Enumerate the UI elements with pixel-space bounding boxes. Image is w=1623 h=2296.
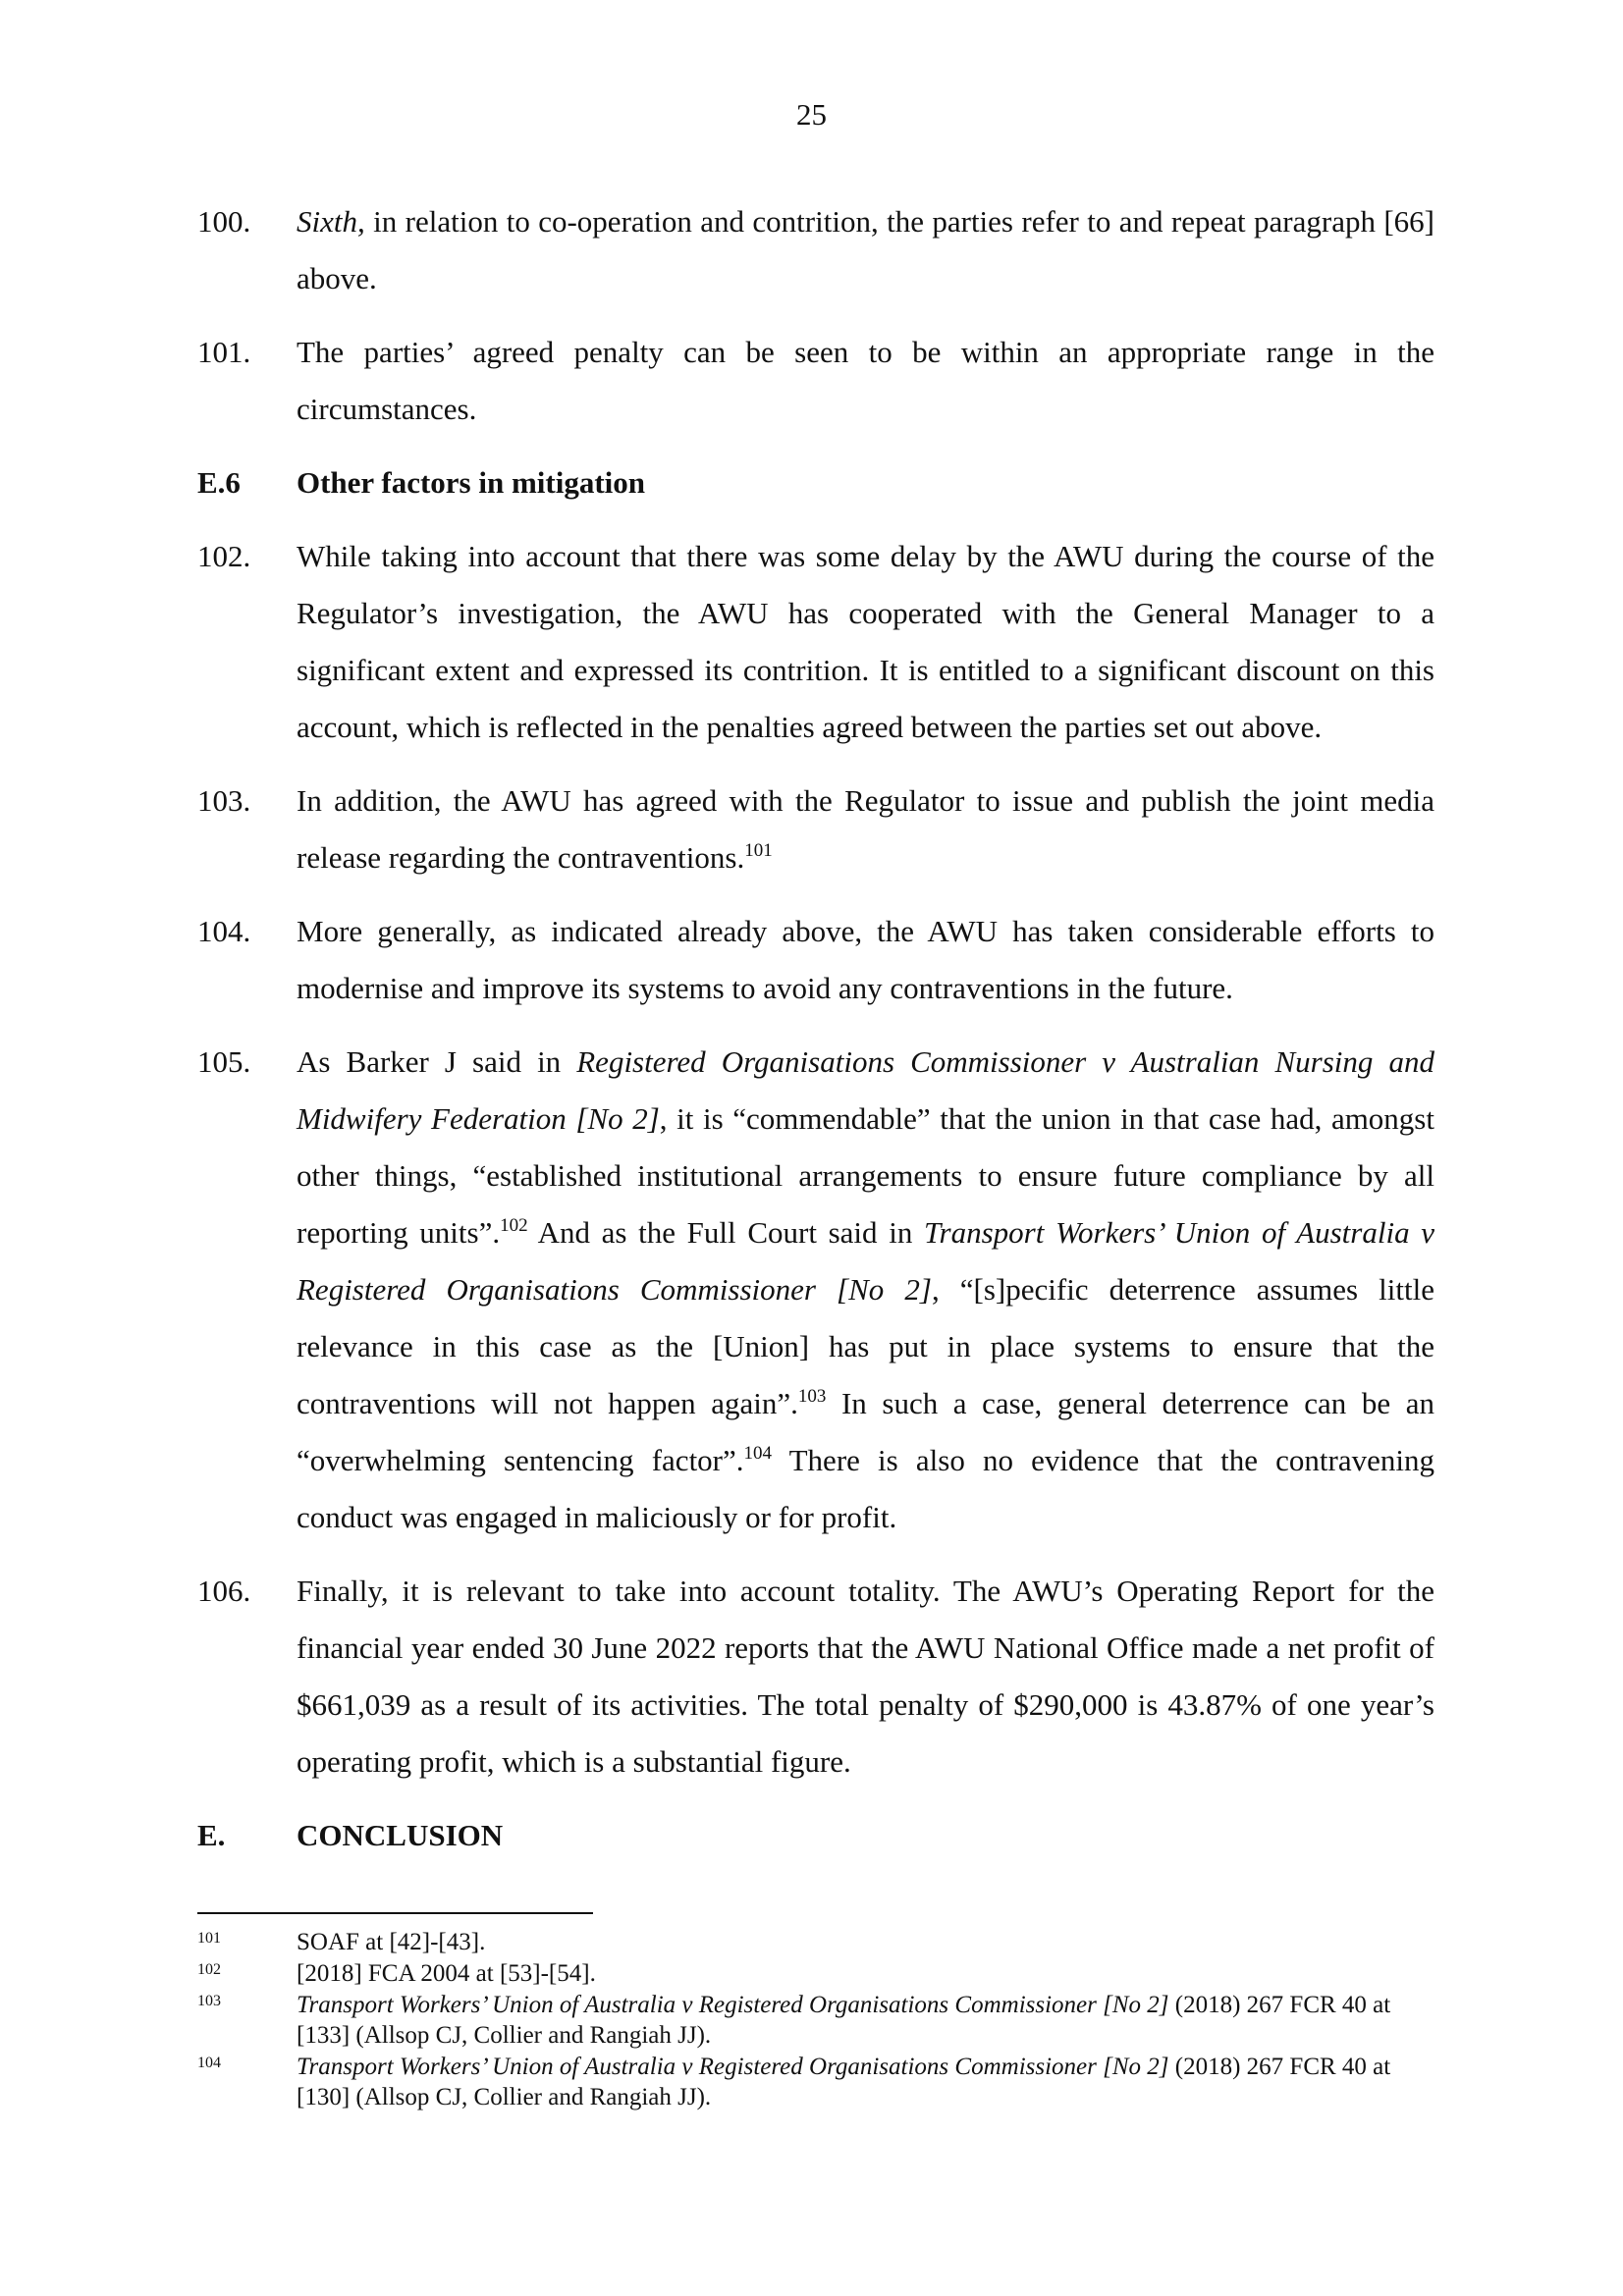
- section-heading-e: [197, 1807, 1434, 1864]
- section-number: E.: [197, 1818, 226, 1852]
- footnote-102: [197, 1958, 1434, 1989]
- paragraph-number: 102.: [197, 539, 251, 573]
- footnote-text: [297, 1990, 1434, 2051]
- paragraph-number: 106.: [197, 1574, 251, 1608]
- footnote-101: [197, 1927, 1434, 1957]
- paragraph-number: 101.: [197, 335, 251, 369]
- section-heading-e6: [197, 454, 1434, 511]
- footnote-reference-101[interactable]: 101: [744, 840, 773, 861]
- section-number: E.6: [197, 465, 241, 500]
- text-run: , “[s]pecific deterrence assumes little relevance in this case as the [Union] has put in place systems to ensure that the contraventions will not happen again”.: [297, 1272, 1434, 1420]
- case-name-italic: Transport Workers’ Union of Australia v Registered Organisations Commissioner [No 2]: [297, 1215, 1435, 1307]
- section-title: Other factors in mitigation: [297, 465, 646, 500]
- footnote-104: [197, 2052, 1434, 2112]
- paragraph-number: 100.: [197, 204, 251, 239]
- footnote-text: [2018] FCA 2004 at [53]-[54].: [297, 1960, 596, 1987]
- citation-text: (2018) 267 FCR 40 at [133] (Allsop CJ, Collier and Rangiah JJ).: [297, 1992, 1391, 2049]
- footnote-reference-103[interactable]: 103: [797, 1386, 827, 1407]
- footnote-number: 102: [197, 1961, 221, 1978]
- paragraph-body: In addition, the AWU has agreed with the Regulator to issue and publish the joint media release regarding the contraventions.: [297, 783, 1434, 875]
- paragraph-text: The parties’ agreed penalty can be seen to be within an appropriate range in the circumstances.: [297, 335, 1434, 426]
- text-run: And as the Full Court said in: [527, 1215, 925, 1250]
- paragraph-102: [197, 528, 1434, 756]
- paragraph-number: 103.: [197, 783, 251, 818]
- paragraph-105: [197, 1034, 1434, 1546]
- footnote-103: [197, 1990, 1434, 2051]
- paragraph-text: Finally, it is relevant to take into account totality. The AWU’s Operating Report for the financial year ended 30 June 2022 reports that the AWU National Office made a net profit of $661,039 as a result of its activities. The total penalty of $290,000 is 43.87% of one year’s operating profit, which is a substantial figure.: [297, 1574, 1434, 1779]
- paragraph-101: [197, 324, 1434, 438]
- footnote-number: 104: [197, 2055, 221, 2071]
- text-run: In such a case, general deterrence can be an “overwhelming sentencing factor”.: [297, 1386, 1434, 1477]
- footnote-number: 103: [197, 1993, 221, 2009]
- paragraph-text: [297, 193, 1434, 307]
- document-body: [197, 193, 1434, 1881]
- case-name-italic: Transport Workers’ Union of Australia v Registered Organisations Commissioner [No 2]: [297, 1992, 1169, 2018]
- paragraph-103: [197, 773, 1434, 886]
- paragraph-body: in relation to co-operation and contrition, the parties refer to and repeat paragraph [66] above.: [297, 204, 1434, 295]
- section-title: CONCLUSION: [297, 1818, 504, 1852]
- footnote-number: 101: [197, 1930, 221, 1947]
- case-name-italic: Transport Workers’ Union of Australia v Registered Organisations Commissioner [No 2]: [297, 2054, 1169, 2080]
- footnote-separator: [197, 1912, 593, 1914]
- paragraph-106: [197, 1563, 1434, 1790]
- text-run: , it is “commendable” that the union in that case had, amongst other things, “established institutional arrangements to ensure future compliance by all reporting units”.: [297, 1101, 1434, 1250]
- paragraph-text: [297, 773, 1434, 886]
- text-run: There is also no evidence that the contravening conduct was engaged in maliciously or for profit.: [297, 1443, 1434, 1534]
- footnote-text: SOAF at [42]-[43].: [297, 1929, 486, 1955]
- paragraph-text: While taking into account that there was some delay by the AWU during the course of the Regulator’s investigation, the AWU has cooperated with the General Manager to a significant extent and expressed its contrition. It is entitled to a significant discount on this account, which is reflected in the penalties agreed between the parties set out above.: [297, 539, 1434, 744]
- page-number: 25: [796, 97, 827, 132]
- paragraph-text: More generally, as indicated already above, the AWU has taken considerable efforts to modernise and improve its systems to avoid any contraventions in the future.: [297, 914, 1434, 1005]
- footnotes: [197, 1927, 1434, 2113]
- paragraph-100: [197, 193, 1434, 307]
- paragraph-number: 104.: [197, 914, 251, 948]
- footnote-reference-104[interactable]: 104: [743, 1443, 773, 1464]
- case-name-italic: Registered Organisations Commissioner v Australian Nursing and Midwifery Federation [No 2]: [297, 1044, 1434, 1136]
- footnote-reference-102[interactable]: 102: [500, 1215, 528, 1236]
- italic-lead: Sixth,: [297, 204, 365, 239]
- paragraph-number: 105.: [197, 1044, 251, 1079]
- citation-text: (2018) 267 FCR 40 at [130] (Allsop CJ, Collier and Rangiah JJ).: [297, 2054, 1391, 2110]
- paragraph-104: [197, 903, 1434, 1017]
- footnote-text: [297, 2052, 1434, 2112]
- text-run: As Barker J said in: [297, 1044, 577, 1079]
- paragraph-text: [297, 1034, 1434, 1546]
